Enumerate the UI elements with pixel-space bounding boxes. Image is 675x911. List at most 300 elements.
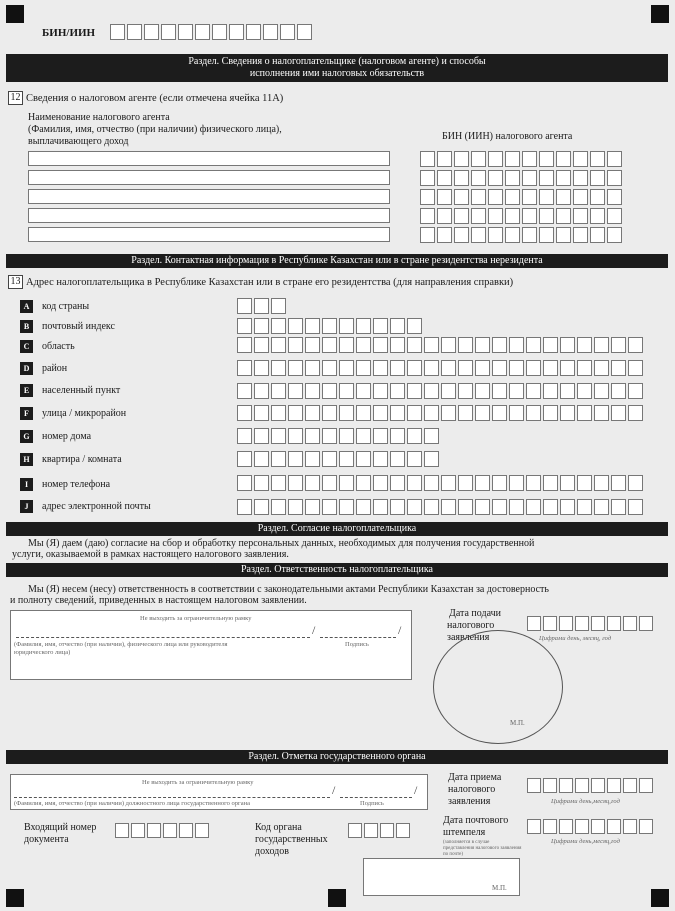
input-cell[interactable] — [522, 170, 537, 186]
input-cell[interactable] — [339, 405, 354, 421]
input-cell[interactable] — [407, 405, 422, 421]
input-cell[interactable] — [424, 360, 439, 376]
input-cell[interactable] — [339, 360, 354, 376]
input-cell[interactable] — [575, 616, 589, 631]
input-cell[interactable] — [163, 823, 177, 838]
input-cell[interactable] — [407, 475, 422, 491]
input-cell[interactable] — [305, 428, 320, 444]
submission-date-input[interactable] — [527, 616, 653, 631]
input-cell[interactable] — [543, 475, 558, 491]
input-cell[interactable] — [594, 405, 609, 421]
input-cell[interactable] — [373, 383, 388, 399]
input-cell[interactable] — [573, 151, 588, 167]
input-cell[interactable] — [280, 24, 295, 40]
input-cell[interactable] — [441, 405, 456, 421]
input-cell[interactable] — [594, 499, 609, 515]
input-cell[interactable] — [628, 360, 643, 376]
input-cell[interactable] — [607, 819, 621, 834]
postal-code-input[interactable] — [237, 318, 422, 334]
input-cell[interactable] — [407, 337, 422, 353]
input-cell[interactable] — [441, 337, 456, 353]
input-cell[interactable] — [471, 170, 486, 186]
input-cell[interactable] — [424, 337, 439, 353]
input-cell[interactable] — [458, 360, 473, 376]
input-cell[interactable] — [356, 475, 371, 491]
input-cell[interactable] — [594, 337, 609, 353]
input-cell[interactable] — [492, 499, 507, 515]
input-cell[interactable] — [543, 616, 557, 631]
agent-bin-row-3[interactable] — [420, 189, 622, 205]
input-cell[interactable] — [471, 189, 486, 205]
input-cell[interactable] — [607, 189, 622, 205]
input-cell[interactable] — [628, 475, 643, 491]
input-cell[interactable] — [271, 405, 286, 421]
input-cell[interactable] — [356, 428, 371, 444]
input-cell[interactable] — [471, 227, 486, 243]
input-cell[interactable] — [390, 428, 405, 444]
input-cell[interactable] — [527, 778, 541, 793]
input-cell[interactable] — [505, 170, 520, 186]
input-cell[interactable] — [288, 405, 303, 421]
input-cell[interactable] — [237, 360, 252, 376]
input-cell[interactable] — [161, 24, 176, 40]
input-cell[interactable] — [420, 170, 435, 186]
input-cell[interactable] — [237, 451, 252, 467]
input-cell[interactable] — [305, 475, 320, 491]
input-cell[interactable] — [339, 475, 354, 491]
input-cell[interactable] — [305, 337, 320, 353]
input-cell[interactable] — [607, 170, 622, 186]
input-cell[interactable] — [305, 451, 320, 467]
input-cell[interactable] — [458, 405, 473, 421]
input-cell[interactable] — [437, 208, 452, 224]
input-cell[interactable] — [356, 405, 371, 421]
input-cell[interactable] — [373, 360, 388, 376]
input-cell[interactable] — [539, 170, 554, 186]
input-cell[interactable] — [131, 823, 145, 838]
input-cell[interactable] — [424, 428, 439, 444]
input-cell[interactable] — [441, 360, 456, 376]
input-cell[interactable] — [420, 227, 435, 243]
input-cell[interactable] — [628, 337, 643, 353]
input-cell[interactable] — [373, 475, 388, 491]
input-cell[interactable] — [437, 151, 452, 167]
input-cell[interactable] — [560, 337, 575, 353]
input-cell[interactable] — [543, 405, 558, 421]
input-cell[interactable] — [577, 383, 592, 399]
input-cell[interactable] — [543, 360, 558, 376]
input-cell[interactable] — [556, 189, 571, 205]
input-cell[interactable] — [407, 428, 422, 444]
input-cell[interactable] — [543, 819, 557, 834]
agent-bin-row-5[interactable] — [420, 227, 622, 243]
input-cell[interactable] — [475, 475, 490, 491]
input-cell[interactable] — [526, 360, 541, 376]
input-cell[interactable] — [577, 475, 592, 491]
input-cell[interactable] — [288, 360, 303, 376]
input-cell[interactable] — [639, 778, 653, 793]
input-cell[interactable] — [539, 151, 554, 167]
input-cell[interactable] — [110, 24, 125, 40]
input-cell[interactable] — [560, 360, 575, 376]
bin-input[interactable] — [110, 24, 312, 40]
input-cell[interactable] — [505, 208, 520, 224]
input-cell[interactable] — [454, 170, 469, 186]
input-cell[interactable] — [607, 616, 621, 631]
input-cell[interactable] — [407, 383, 422, 399]
input-cell[interactable] — [339, 451, 354, 467]
input-cell[interactable] — [505, 189, 520, 205]
input-cell[interactable] — [271, 451, 286, 467]
agent-name-field-1[interactable] — [28, 151, 390, 166]
input-cell[interactable] — [526, 475, 541, 491]
input-cell[interactable] — [356, 383, 371, 399]
input-cell[interactable] — [305, 318, 320, 334]
input-cell[interactable] — [437, 170, 452, 186]
input-cell[interactable] — [458, 499, 473, 515]
input-cell[interactable] — [212, 24, 227, 40]
input-cell[interactable] — [543, 778, 557, 793]
input-cell[interactable] — [373, 428, 388, 444]
input-cell[interactable] — [390, 383, 405, 399]
input-cell[interactable] — [543, 383, 558, 399]
input-cell[interactable] — [305, 499, 320, 515]
input-cell[interactable] — [424, 383, 439, 399]
input-cell[interactable] — [488, 208, 503, 224]
input-cell[interactable] — [373, 405, 388, 421]
input-cell[interactable] — [254, 360, 269, 376]
input-cell[interactable] — [509, 405, 524, 421]
input-cell[interactable] — [509, 337, 524, 353]
input-cell[interactable] — [591, 819, 605, 834]
input-cell[interactable] — [420, 189, 435, 205]
input-cell[interactable] — [271, 383, 286, 399]
street-input[interactable] — [237, 405, 643, 421]
input-cell[interactable] — [590, 151, 605, 167]
apartment-input[interactable] — [237, 451, 439, 467]
input-cell[interactable] — [471, 208, 486, 224]
input-cell[interactable] — [458, 337, 473, 353]
input-cell[interactable] — [458, 383, 473, 399]
input-cell[interactable] — [607, 208, 622, 224]
district-input[interactable] — [237, 360, 643, 376]
email-input[interactable] — [237, 499, 643, 515]
input-cell[interactable] — [505, 151, 520, 167]
input-cell[interactable] — [611, 337, 626, 353]
input-cell[interactable] — [556, 208, 571, 224]
input-cell[interactable] — [271, 499, 286, 515]
phone-input[interactable] — [237, 475, 643, 491]
input-cell[interactable] — [492, 475, 507, 491]
input-cell[interactable] — [288, 318, 303, 334]
input-cell[interactable] — [539, 208, 554, 224]
agent-bin-row-2[interactable] — [420, 170, 622, 186]
input-cell[interactable] — [488, 170, 503, 186]
input-cell[interactable] — [590, 227, 605, 243]
input-cell[interactable] — [407, 499, 422, 515]
input-cell[interactable] — [590, 189, 605, 205]
input-cell[interactable] — [373, 451, 388, 467]
input-cell[interactable] — [288, 475, 303, 491]
input-cell[interactable] — [590, 170, 605, 186]
input-cell[interactable] — [305, 405, 320, 421]
input-cell[interactable] — [639, 616, 653, 631]
input-cell[interactable] — [115, 823, 129, 838]
input-cell[interactable] — [396, 823, 410, 838]
input-cell[interactable] — [237, 383, 252, 399]
input-cell[interactable] — [573, 170, 588, 186]
input-cell[interactable] — [348, 823, 362, 838]
input-cell[interactable] — [560, 475, 575, 491]
input-cell[interactable] — [556, 151, 571, 167]
input-cell[interactable] — [505, 227, 520, 243]
input-cell[interactable] — [539, 189, 554, 205]
input-cell[interactable] — [195, 823, 209, 838]
input-cell[interactable] — [577, 337, 592, 353]
input-cell[interactable] — [237, 475, 252, 491]
input-cell[interactable] — [271, 360, 286, 376]
input-cell[interactable] — [237, 337, 252, 353]
input-cell[interactable] — [628, 499, 643, 515]
input-cell[interactable] — [611, 405, 626, 421]
input-cell[interactable] — [543, 337, 558, 353]
agent-name-field-5[interactable] — [28, 227, 390, 242]
input-cell[interactable] — [611, 360, 626, 376]
input-cell[interactable] — [254, 383, 269, 399]
input-cell[interactable] — [527, 819, 541, 834]
input-cell[interactable] — [607, 151, 622, 167]
input-cell[interactable] — [339, 428, 354, 444]
input-cell[interactable] — [271, 428, 286, 444]
input-cell[interactable] — [420, 151, 435, 167]
input-cell[interactable] — [288, 428, 303, 444]
input-cell[interactable] — [288, 383, 303, 399]
input-cell[interactable] — [471, 151, 486, 167]
input-cell[interactable] — [509, 360, 524, 376]
agent-bin-row-1[interactable] — [420, 151, 622, 167]
input-cell[interactable] — [271, 337, 286, 353]
input-cell[interactable] — [526, 383, 541, 399]
input-cell[interactable] — [543, 499, 558, 515]
input-cell[interactable] — [441, 499, 456, 515]
input-cell[interactable] — [390, 451, 405, 467]
input-cell[interactable] — [254, 428, 269, 444]
input-cell[interactable] — [475, 337, 490, 353]
input-cell[interactable] — [573, 227, 588, 243]
input-cell[interactable] — [356, 499, 371, 515]
input-cell[interactable] — [271, 475, 286, 491]
org-code-input[interactable] — [348, 823, 410, 838]
input-cell[interactable] — [254, 405, 269, 421]
input-cell[interactable] — [147, 823, 161, 838]
input-cell[interactable] — [509, 499, 524, 515]
input-cell[interactable] — [556, 170, 571, 186]
input-cell[interactable] — [339, 318, 354, 334]
input-cell[interactable] — [424, 451, 439, 467]
input-cell[interactable] — [623, 778, 637, 793]
input-cell[interactable] — [526, 499, 541, 515]
input-cell[interactable] — [509, 383, 524, 399]
input-cell[interactable] — [560, 383, 575, 399]
input-cell[interactable] — [527, 616, 541, 631]
input-cell[interactable] — [424, 475, 439, 491]
input-cell[interactable] — [356, 360, 371, 376]
input-cell[interactable] — [623, 819, 637, 834]
input-cell[interactable] — [195, 24, 210, 40]
input-cell[interactable] — [390, 318, 405, 334]
input-cell[interactable] — [475, 405, 490, 421]
input-cell[interactable] — [526, 405, 541, 421]
input-cell[interactable] — [254, 475, 269, 491]
input-cell[interactable] — [628, 383, 643, 399]
input-cell[interactable] — [488, 189, 503, 205]
agent-name-field-2[interactable] — [28, 170, 390, 185]
postmark-date-input[interactable] — [527, 819, 653, 834]
input-cell[interactable] — [339, 337, 354, 353]
agent-bin-row-4[interactable] — [420, 208, 622, 224]
input-cell[interactable] — [492, 360, 507, 376]
receipt-date-input[interactable] — [527, 778, 653, 793]
input-cell[interactable] — [254, 337, 269, 353]
input-cell[interactable] — [607, 778, 621, 793]
input-cell[interactable] — [458, 475, 473, 491]
input-cell[interactable] — [577, 405, 592, 421]
input-cell[interactable] — [288, 451, 303, 467]
input-cell[interactable] — [522, 208, 537, 224]
input-cell[interactable] — [237, 405, 252, 421]
input-cell[interactable] — [322, 318, 337, 334]
input-cell[interactable] — [322, 405, 337, 421]
input-cell[interactable] — [611, 499, 626, 515]
input-cell[interactable] — [522, 189, 537, 205]
input-cell[interactable] — [271, 318, 286, 334]
input-cell[interactable] — [380, 823, 394, 838]
input-cell[interactable] — [509, 475, 524, 491]
agent-name-field-4[interactable] — [28, 208, 390, 223]
input-cell[interactable] — [560, 499, 575, 515]
input-cell[interactable] — [420, 208, 435, 224]
input-cell[interactable] — [254, 499, 269, 515]
input-cell[interactable] — [539, 227, 554, 243]
input-cell[interactable] — [390, 337, 405, 353]
input-cell[interactable] — [322, 337, 337, 353]
input-cell[interactable] — [492, 405, 507, 421]
input-cell[interactable] — [611, 383, 626, 399]
input-cell[interactable] — [297, 24, 312, 40]
input-cell[interactable] — [454, 208, 469, 224]
input-cell[interactable] — [559, 819, 573, 834]
input-cell[interactable] — [522, 227, 537, 243]
input-cell[interactable] — [577, 360, 592, 376]
input-cell[interactable] — [144, 24, 159, 40]
input-cell[interactable] — [127, 24, 142, 40]
input-cell[interactable] — [573, 208, 588, 224]
input-cell[interactable] — [559, 778, 573, 793]
input-cell[interactable] — [322, 451, 337, 467]
input-cell[interactable] — [488, 227, 503, 243]
country-code-input[interactable] — [237, 298, 286, 314]
input-cell[interactable] — [373, 318, 388, 334]
input-cell[interactable] — [437, 189, 452, 205]
input-cell[interactable] — [628, 405, 643, 421]
input-cell[interactable] — [607, 227, 622, 243]
input-cell[interactable] — [305, 360, 320, 376]
input-cell[interactable] — [237, 298, 252, 314]
region-input[interactable] — [237, 337, 643, 353]
input-cell[interactable] — [591, 616, 605, 631]
input-cell[interactable] — [623, 616, 637, 631]
input-cell[interactable] — [390, 475, 405, 491]
input-cell[interactable] — [254, 298, 269, 314]
input-cell[interactable] — [322, 499, 337, 515]
input-cell[interactable] — [575, 819, 589, 834]
input-cell[interactable] — [522, 151, 537, 167]
house-number-input[interactable] — [237, 428, 439, 444]
input-cell[interactable] — [237, 499, 252, 515]
input-cell[interactable] — [492, 383, 507, 399]
input-cell[interactable] — [573, 189, 588, 205]
input-cell[interactable] — [288, 499, 303, 515]
input-cell[interactable] — [356, 337, 371, 353]
input-cell[interactable] — [526, 337, 541, 353]
input-cell[interactable] — [254, 451, 269, 467]
input-cell[interactable] — [424, 499, 439, 515]
input-cell[interactable] — [237, 428, 252, 444]
input-cell[interactable] — [407, 318, 422, 334]
input-cell[interactable] — [246, 24, 261, 40]
input-cell[interactable] — [356, 451, 371, 467]
input-cell[interactable] — [594, 475, 609, 491]
input-cell[interactable] — [475, 360, 490, 376]
input-cell[interactable] — [322, 428, 337, 444]
input-cell[interactable] — [322, 360, 337, 376]
input-cell[interactable] — [322, 475, 337, 491]
input-cell[interactable] — [288, 337, 303, 353]
input-cell[interactable] — [322, 383, 337, 399]
input-cell[interactable] — [594, 383, 609, 399]
input-cell[interactable] — [305, 383, 320, 399]
input-cell[interactable] — [611, 475, 626, 491]
input-cell[interactable] — [454, 151, 469, 167]
input-cell[interactable] — [556, 227, 571, 243]
input-cell[interactable] — [178, 24, 193, 40]
input-cell[interactable] — [424, 405, 439, 421]
input-cell[interactable] — [441, 383, 456, 399]
input-cell[interactable] — [339, 383, 354, 399]
settlement-input[interactable] — [237, 383, 643, 399]
input-cell[interactable] — [590, 208, 605, 224]
input-cell[interactable] — [441, 475, 456, 491]
input-cell[interactable] — [575, 778, 589, 793]
input-cell[interactable] — [390, 360, 405, 376]
input-cell[interactable] — [454, 189, 469, 205]
incoming-number-input[interactable] — [115, 823, 209, 838]
input-cell[interactable] — [577, 499, 592, 515]
input-cell[interactable] — [475, 499, 490, 515]
input-cell[interactable] — [559, 616, 573, 631]
input-cell[interactable] — [237, 318, 252, 334]
input-cell[interactable] — [229, 24, 244, 40]
input-cell[interactable] — [407, 360, 422, 376]
input-cell[interactable] — [492, 337, 507, 353]
input-cell[interactable] — [488, 151, 503, 167]
input-cell[interactable] — [390, 499, 405, 515]
input-cell[interactable] — [475, 383, 490, 399]
input-cell[interactable] — [364, 823, 378, 838]
input-cell[interactable] — [591, 778, 605, 793]
input-cell[interactable] — [437, 227, 452, 243]
input-cell[interactable] — [254, 318, 269, 334]
